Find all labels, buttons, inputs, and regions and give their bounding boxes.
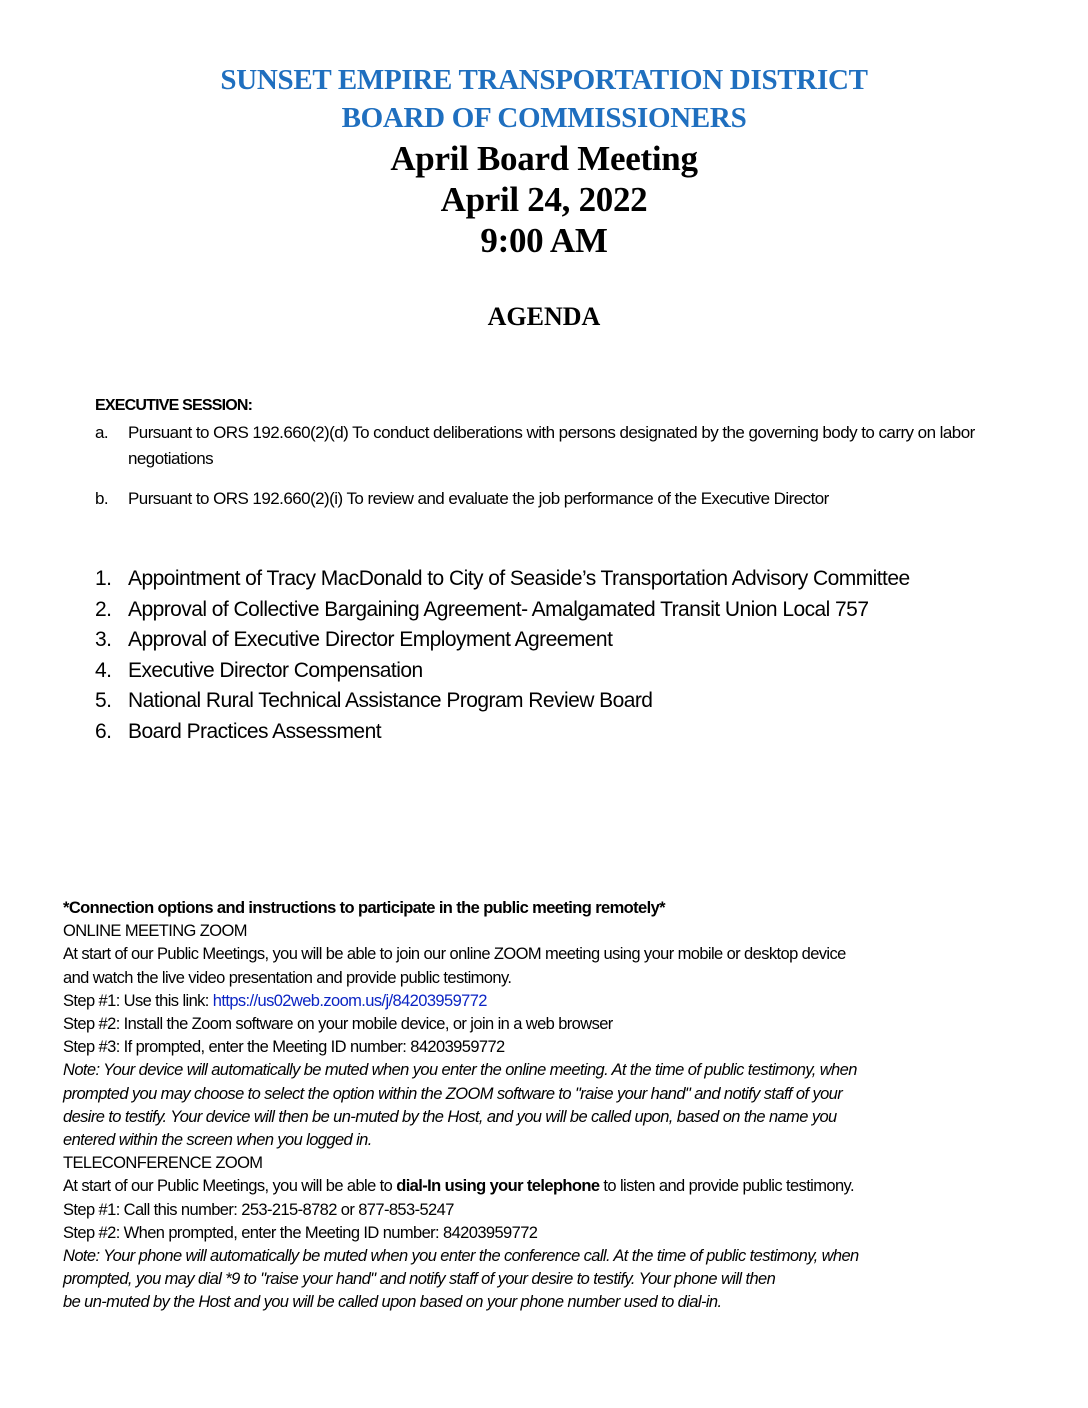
item-text: Pursuant to ORS 192.660(2)(d) To conduct deliberations with persons designated by the governing body to carry on labor negotiations <box>128 423 975 468</box>
intro-emphasis: dial-In using your telephone <box>396 1177 600 1196</box>
agenda-item-number: 5. <box>95 689 112 712</box>
agenda-title: AGENDA <box>487 302 601 331</box>
agenda-item-number: 3. <box>95 628 112 651</box>
teleconference-intro <box>63 1175 1033 1198</box>
executive-session-title: EXECUTIVE SESSION: <box>95 397 253 414</box>
agenda-item-text: Board Practices Assessment <box>128 719 381 743</box>
agenda-item-number: 6. <box>95 719 112 743</box>
item-marker: b. <box>95 489 109 508</box>
item-marker: a. <box>95 423 109 442</box>
intro-text: At start of our Public Meetings, you will be able to <box>63 1177 397 1196</box>
teleconference-section-title: TELECONFERENCE ZOOM <box>63 1154 263 1173</box>
step-text: : If prompted, enter the Meeting ID number: 84203959772 <box>115 1038 505 1057</box>
teleconference-step-2 <box>63 1222 1033 1245</box>
board-name: BOARD OF COMMISSIONERS <box>341 102 747 134</box>
agenda-item-text: National Rural Technical Assistance Program Review Board <box>128 689 653 712</box>
zoom-meeting-link[interactable]: https://us02web.zoom.us/j/84203959772 <box>212 991 487 1010</box>
online-step-2 <box>63 1013 1033 1036</box>
meeting-date: April 24, 2022 <box>440 180 648 219</box>
teleconference-note-line: be un-muted by the Host and you will be called upon based on your phone number used to dial-in. <box>63 1293 722 1312</box>
agenda-item <box>95 686 1035 717</box>
agenda-item <box>95 625 1035 656</box>
teleconference-note-line: Note: Your phone will automatically be muted when you enter the conference call. At the time of public testimony, when <box>63 1247 859 1266</box>
step-text: : Call this number: 253-215-8782 or 877-853-5247 <box>115 1200 454 1219</box>
online-note-line: entered within the screen when you logged in. <box>63 1131 372 1150</box>
step-label: Step #1 <box>63 1200 116 1219</box>
agenda-item <box>95 656 1035 687</box>
agenda-item-text: Executive Director Compensation <box>128 658 423 682</box>
online-step-3 <box>63 1036 1033 1059</box>
online-intro-line: At start of our Public Meetings, you will be able to join our online ZOOM meeting using your mobile or desktop device <box>63 945 846 964</box>
agenda-item <box>95 717 1035 748</box>
step-text: : When prompted, enter the Meeting ID number: 84203959772 <box>115 1223 538 1242</box>
online-note-line: desire to testify. Your device will then be un-muted by the Host, and you will be called upon, based on the name you <box>63 1107 837 1126</box>
online-note-line: Note: Your device will automatically be muted when you enter the online meeting. At the time of public testimony, when <box>63 1061 857 1080</box>
agenda-item-text: Approval of Executive Director Employment Agreement <box>128 628 613 651</box>
agenda-item <box>95 595 1035 626</box>
meeting-title: April Board Meeting <box>390 139 698 178</box>
online-intro-line: and watch the live video presentation and provide public testimony. <box>63 968 512 987</box>
step-label: Step #2 <box>63 1015 116 1034</box>
step-label: Step #1 <box>63 991 116 1010</box>
online-section-title: ONLINE MEETING ZOOM <box>63 922 247 941</box>
teleconference-note-line: prompted, you may dial *9 to "raise your hand" and notify staff of your desire to testify. Your phone will then <box>63 1270 776 1289</box>
online-step-1 <box>63 990 1033 1013</box>
executive-session-item <box>95 420 1015 472</box>
online-note-line: prompted you may choose to select the option within the ZOOM software to "raise your hand" and notify staff of your <box>63 1084 843 1103</box>
meeting-time: 9:00 AM <box>480 221 608 260</box>
step-label: Step #2 <box>63 1223 116 1242</box>
item-text: Pursuant to ORS 192.660(2)(i) To review and evaluate the job performance of the Executive Director <box>128 489 829 508</box>
agenda-item-text: Appointment of Tracy MacDonald to City of Seaside’s Transportation Advisory Committee <box>128 567 910 590</box>
agenda-item-number: 1. <box>95 567 112 590</box>
connection-heading: *Connection options and instructions to participate in the public meeting remotely* <box>63 899 666 917</box>
agenda-item-text: Approval of Collective Bargaining Agreement- Amalgamated Transit Union Local 757 <box>128 597 869 621</box>
intro-text: to listen and provide public testimony. <box>599 1177 854 1196</box>
connection-instructions <box>63 897 1033 1315</box>
teleconference-step-1 <box>63 1199 1033 1222</box>
step-text: : Use this link: <box>115 991 213 1010</box>
agenda-list <box>95 564 1035 747</box>
agenda-item <box>95 564 1035 595</box>
agenda-item-number: 4. <box>95 658 112 682</box>
step-text: : Install the Zoom software on your mobile device, or join in a web browser <box>115 1015 613 1034</box>
step-label: Step #3 <box>63 1038 116 1057</box>
executive-session-item <box>95 486 1015 512</box>
org-name: SUNSET EMPIRE TRANSPORTATION DISTRICT <box>220 64 868 96</box>
agenda-item-number: 2. <box>95 597 112 621</box>
